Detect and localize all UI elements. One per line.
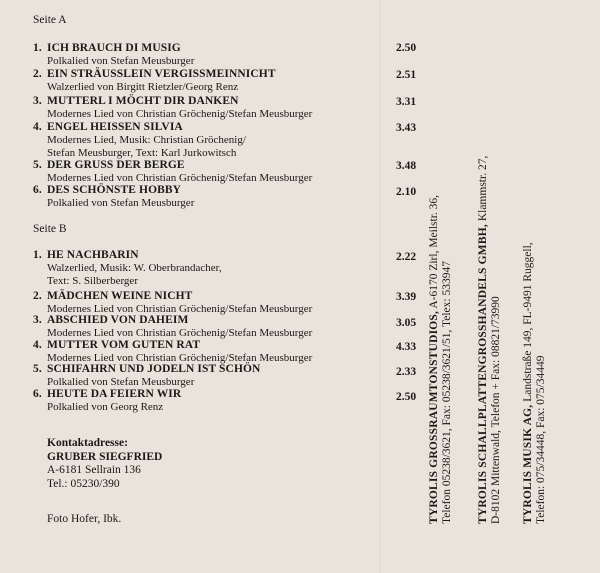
track-number: 3. — [33, 314, 42, 326]
track-duration: 2.51 — [396, 69, 417, 81]
track-title: EIN STRÄUSSLEIN VERGISSMEINNICHT — [47, 68, 276, 80]
track-credit: Polkalied von Stefan Meusburger — [47, 376, 195, 388]
photo-credit: Foto Hofer, Ibk. — [47, 513, 122, 525]
track-duration: 3.05 — [396, 317, 417, 329]
side-a-track-3 — [33, 95, 433, 121]
track-credit: Modernes Lied von Christian Gröchenig/Stefan Meusburger — [47, 327, 313, 339]
track-credit: Modernes Lied von Christian Gröchenig/Stefan Meusburger — [47, 303, 313, 315]
contact-block — [33, 437, 162, 491]
track-duration: 2.50 — [396, 42, 417, 54]
track-title: SCHIFAHRN UND JODELN IST SCHÖN — [47, 363, 261, 375]
company-contact: D-8102 Mittenwald, Telefon + Fax: 08821/73990 — [490, 296, 502, 524]
track-duration: 3.48 — [396, 160, 417, 172]
track-duration: 4.33 — [396, 341, 417, 353]
track-number: 6. — [33, 184, 42, 196]
company-name: TYROLIS GROSSRAUMTONSTUDIOS, — [428, 310, 440, 524]
company-contact: Telefon: 075/34448, Fax: 075/34449 — [535, 355, 547, 524]
side-a-track-5 — [33, 159, 433, 185]
track-title: HEUTE DA FEIERN WIR — [47, 388, 182, 400]
track-title: DES SCHÖNSTE HOBBY — [47, 184, 182, 196]
side-a-track-2 — [33, 68, 433, 94]
company-name: TYROLIS MUSIK AG, — [522, 404, 534, 524]
track-credit: Walzerlied, Musik: W. Oberbrandacher, — [47, 262, 222, 274]
side-a-track-6 — [33, 184, 433, 210]
track-duration: 2.22 — [396, 251, 417, 263]
side-b-track-2 — [33, 290, 433, 316]
track-credit: Modernes Lied von Christian Gröchenig/Stefan Meusburger — [47, 108, 313, 120]
track-credit: Text: S. Silberberger — [47, 275, 138, 287]
track-duration: 3.31 — [396, 96, 417, 108]
label-address-2 — [477, 156, 503, 524]
track-number: 2. — [33, 68, 42, 80]
track-title: ENGEL HEISSEN SILVIA — [47, 121, 183, 133]
track-number: 3. — [33, 95, 42, 107]
track-credit: Polkalied von Stefan Meusburger — [47, 55, 195, 67]
track-number: 2. — [33, 290, 42, 302]
side-b-track-6 — [33, 388, 433, 414]
track-credit: Modernes Lied von Christian Gröchenig/Stefan Meusburger — [47, 352, 313, 364]
label-address-1 — [428, 195, 454, 524]
track-number: 5. — [33, 159, 42, 171]
track-credit: Polkalied von Stefan Meusburger — [47, 197, 195, 209]
track-duration: 3.39 — [396, 291, 417, 303]
track-credit: Modernes Lied, Musik: Christian Gröchenig/ — [47, 134, 246, 146]
track-duration: 3.43 — [396, 122, 417, 134]
contact-phone: Tel.: 05230/390 — [47, 477, 120, 490]
company-name: TYROLIS SCHALLPLATTENGROSSHANDELS GMBH, — [477, 224, 489, 524]
side-a-heading: Seite A — [33, 14, 67, 26]
side-b-heading: Seite B — [33, 223, 67, 235]
side-b-track-5 — [33, 363, 433, 389]
side-a-track-4 — [33, 121, 433, 160]
contact-name: GRUBER SIEGFRIED — [47, 450, 163, 463]
track-title: DER GRUSS DER BERGE — [47, 159, 185, 171]
company-address: Klammstr. 27, — [477, 155, 489, 225]
track-credit: Polkalied von Georg Renz — [47, 401, 164, 413]
side-b-track-4 — [33, 339, 433, 365]
track-number: 6. — [33, 388, 42, 400]
company-address: A-6170 Zirl, Meilstr. 36, — [428, 194, 440, 311]
track-number: 1. — [33, 249, 42, 261]
track-number: 4. — [33, 339, 42, 351]
track-title: ICH BRAUCH DI MUSIG — [47, 42, 181, 54]
track-title: MUTTER VOM GUTEN RAT — [47, 339, 201, 351]
track-number: 5. — [33, 363, 42, 375]
label-address-3 — [522, 242, 548, 524]
track-title: MUTTERL I MÖCHT DIR DANKEN — [47, 95, 239, 107]
track-duration: 2.33 — [396, 366, 417, 378]
track-duration: 2.50 — [396, 391, 417, 403]
contact-address: A-6181 Sellrain 136 — [47, 464, 141, 476]
company-address: Landstraße 149, FL-9491 Ruggell, — [522, 242, 534, 405]
side-b-track-3 — [33, 314, 433, 340]
side-b-track-1 — [33, 249, 433, 288]
track-title: MÄDCHEN WEINE NICHT — [47, 290, 193, 302]
track-credit: Stefan Meusburger, Text: Karl Jurkowitsch — [47, 147, 237, 159]
track-credit: Modernes Lied von Christian Gröchenig/Stefan Meusburger — [47, 172, 313, 184]
track-title: ABSCHIED VON DAHEIM — [47, 314, 189, 326]
track-number: 4. — [33, 121, 42, 133]
track-title: HE NACHBARIN — [47, 249, 139, 261]
track-duration: 2.10 — [396, 186, 417, 198]
company-contact: Telefon 05238/3621, Fax: 05238/3621/51, Telex: 533947 — [441, 261, 453, 524]
track-number: 1. — [33, 42, 42, 54]
contact-label: Kontaktadresse: — [47, 437, 128, 449]
side-a-track-1 — [33, 42, 433, 68]
track-credit: Walzerlied von Birgitt Rietzler/Georg Renz — [47, 81, 239, 93]
